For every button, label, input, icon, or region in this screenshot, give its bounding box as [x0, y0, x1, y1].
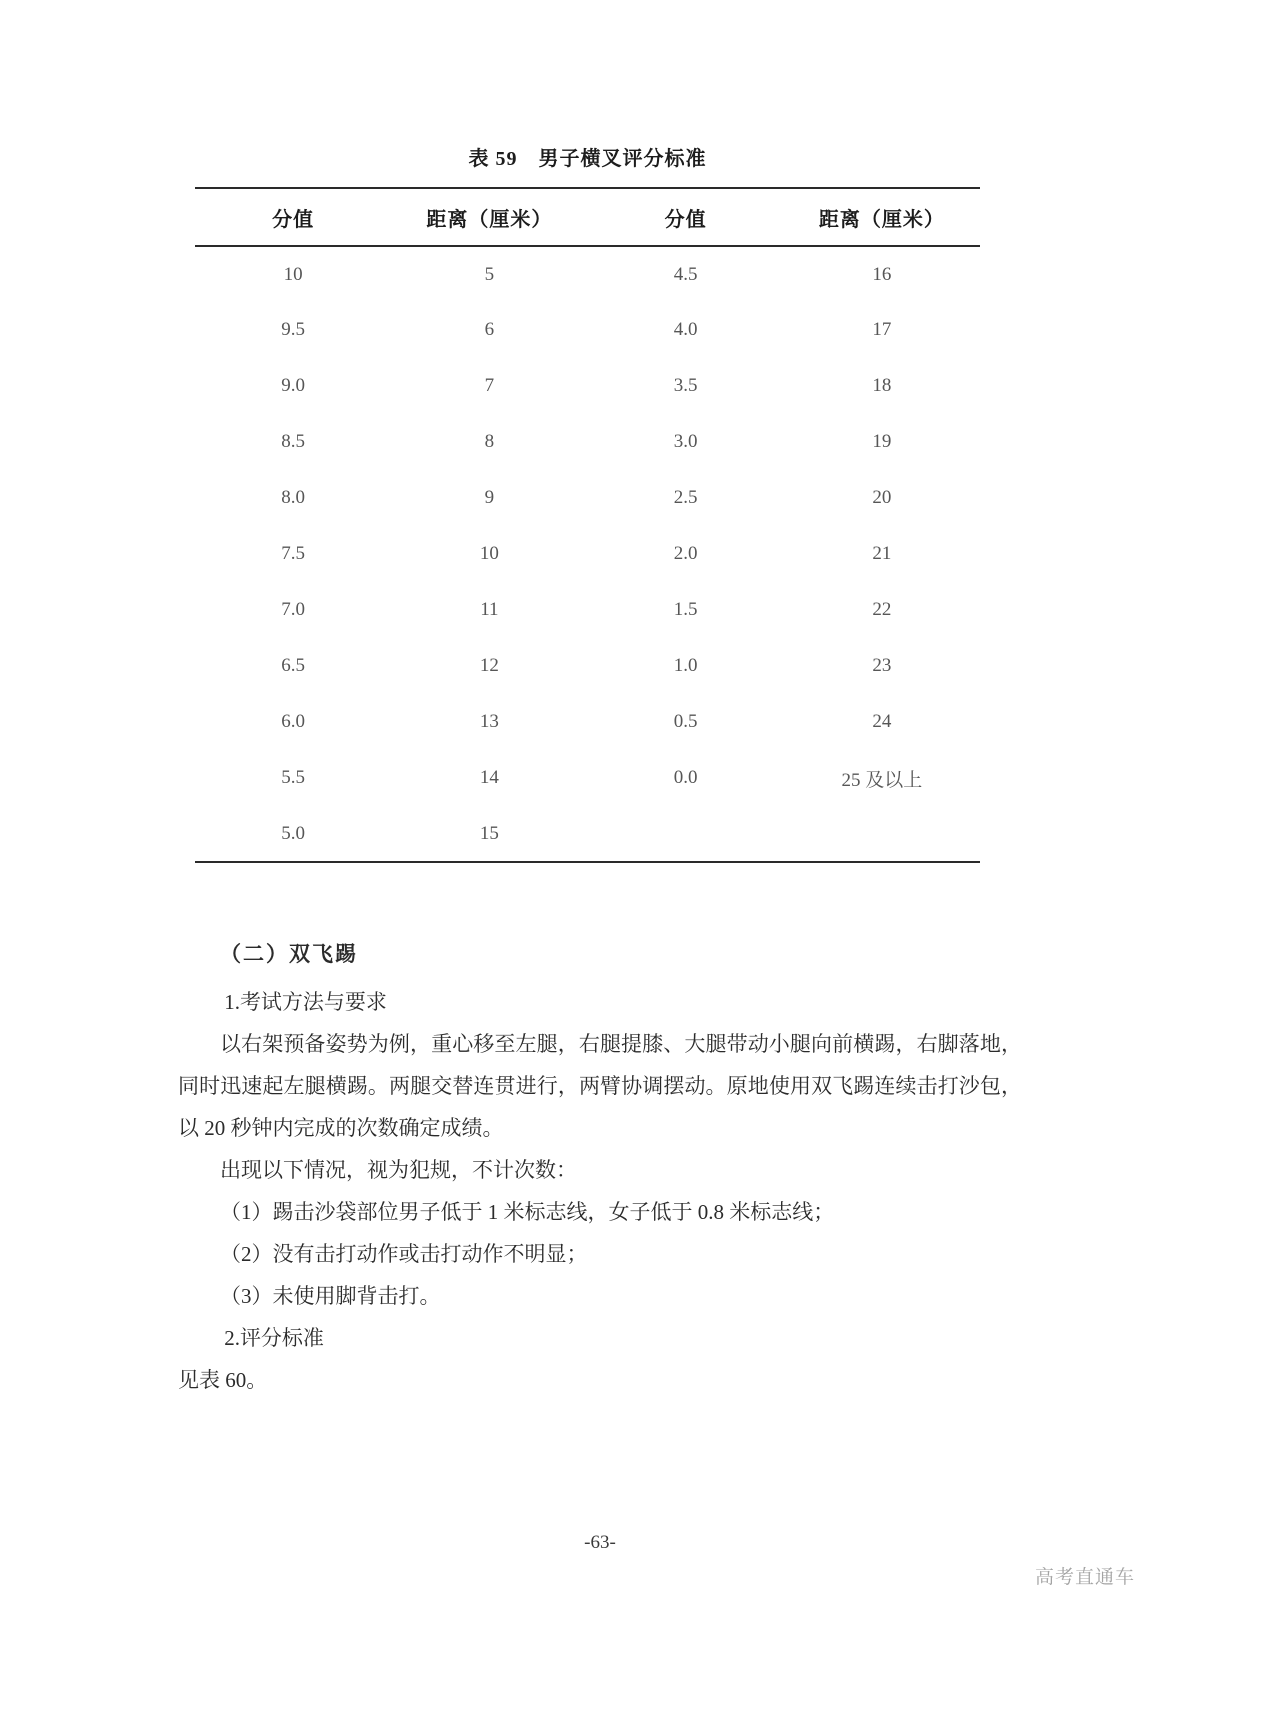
scoring-heading: 2.评分标准 — [224, 1326, 324, 1350]
table-cell: 2.0 — [673, 543, 698, 564]
table-cell: 7.5 — [281, 543, 305, 564]
table-cell: 12 — [479, 655, 499, 676]
table-cell: 13 — [479, 711, 499, 732]
table-body — [195, 246, 980, 862]
table-header-cell: 分值 — [272, 208, 315, 231]
table-cell: 5 — [484, 263, 495, 285]
table-cell: 0.0 — [673, 767, 698, 788]
table-cell: 6.0 — [281, 711, 305, 732]
table-cell: 4.5 — [673, 263, 698, 285]
table-cell: 17 — [872, 319, 892, 340]
table-cell: 3.0 — [673, 431, 698, 452]
table-cell: 7 — [484, 375, 495, 396]
table-cell: 11 — [480, 599, 499, 620]
table-cell: 20 — [872, 487, 892, 508]
see-table-note: 见表 60。 — [178, 1368, 268, 1392]
table-cell — [588, 806, 784, 862]
foul-item-3: （3）未使用脚背击打。 — [220, 1284, 441, 1308]
table-cell: 25 及以上 — [841, 769, 923, 791]
table-cell: 19 — [872, 431, 892, 452]
table-cell: 10 — [283, 263, 303, 285]
table-cell: 6.5 — [281, 655, 305, 676]
table-cell — [784, 806, 980, 862]
table-cell: 9 — [484, 487, 495, 508]
foul-intro: 出现以下情况，视为犯规，不计次数： — [220, 1158, 577, 1182]
table-row — [195, 638, 980, 694]
table-cell: 2.5 — [673, 487, 698, 508]
table-header — [195, 188, 980, 246]
score-table — [195, 187, 980, 863]
table-header-cell: 距离（厘米） — [818, 208, 945, 231]
table-cell: 22 — [872, 599, 892, 620]
table-cell: 0.5 — [673, 711, 698, 732]
section-heading: （二）双飞踢 — [220, 942, 358, 966]
table-cell: 1.5 — [673, 599, 698, 620]
table-cell: 8.5 — [281, 431, 305, 452]
table-row — [195, 470, 980, 526]
watermark: 高考直通车 — [1034, 1567, 1135, 1588]
table-cell: 9.0 — [281, 375, 305, 396]
table-cell: 4.0 — [673, 319, 698, 340]
table-row — [195, 246, 980, 302]
table-cell: 1.0 — [673, 655, 698, 676]
table-row — [195, 302, 980, 358]
foul-item-2: （2）没有击打动作或击打动作不明显； — [220, 1242, 588, 1266]
table-header-cell: 分值 — [664, 208, 707, 231]
table-cell: 3.5 — [673, 375, 698, 396]
table-cell: 6 — [484, 319, 495, 340]
foul-item-1: （1）踢击沙袋部位男子低于 1 米标志线，女子低于 0.8 米标志线； — [220, 1200, 835, 1224]
table-cell: 24 — [872, 711, 892, 732]
table-cell: 15 — [479, 822, 499, 844]
table-cell: 16 — [872, 263, 892, 285]
table-cell: 7.0 — [281, 599, 305, 620]
content-section — [178, 933, 1022, 1401]
table-row — [195, 806, 980, 862]
method-heading: 1.考试方法与要求 — [224, 990, 387, 1014]
table-row — [195, 414, 980, 470]
table-row — [195, 358, 980, 414]
table-cell: 5.0 — [281, 822, 305, 844]
table-cell: 9.5 — [281, 319, 305, 340]
table-cell: 14 — [479, 767, 499, 788]
table-cell: 23 — [872, 655, 892, 676]
table-header-row — [195, 188, 980, 246]
table-row — [195, 582, 980, 638]
method-paragraph: 以右架预备姿势为例，重心移至左腿，右腿提膝、大腿带动小腿向前横踢，右脚落地，同时迅速起左腿横踢。两腿交替连贯进行，两臂协调摆动。原地使用双飞踢连续击打沙包，以 20 秒钟内完成的次数确定成绩。 — [178, 1032, 1022, 1140]
table-cell: 21 — [872, 543, 892, 564]
table-row — [195, 526, 980, 582]
page-number: -63- — [584, 1532, 616, 1553]
table-cell: 8.0 — [281, 487, 305, 508]
table-cell: 10 — [479, 543, 499, 564]
table-row — [195, 694, 980, 750]
table-cell: 5.5 — [281, 767, 305, 788]
table-cell: 18 — [872, 375, 892, 396]
table-cell: 8 — [484, 431, 495, 452]
table-row — [195, 750, 980, 806]
table-header-cell: 距离（厘米） — [426, 208, 553, 231]
table-title: 表 59 男子横叉评分标准 — [468, 148, 707, 170]
